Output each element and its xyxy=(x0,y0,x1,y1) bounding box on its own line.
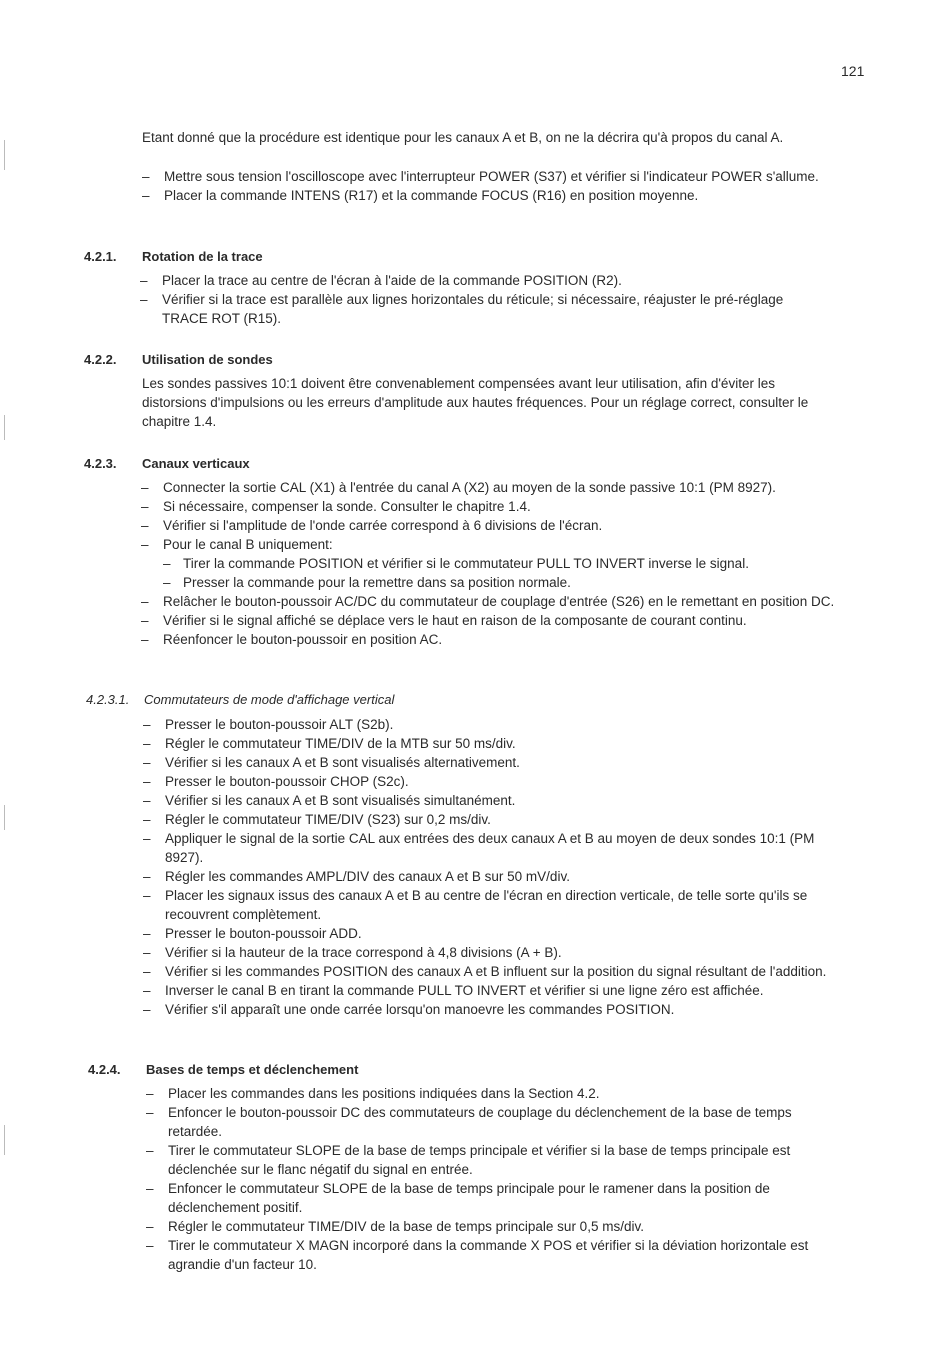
section-number: 4.2.3. xyxy=(84,456,117,471)
list-item: – Mettre sous tension l'oscilloscope avec l'interrupteur POWER (S37) et vérifier si l'indicateur POWER s'allume. xyxy=(142,167,822,186)
intro-paragraph: Etant donné que la procédure est identique pour les canaux A et B, on ne la décrira qu'à propos du canal A. xyxy=(142,130,784,145)
list-item: – Régler le commutateur TIME/DIV de la MTB sur 50 ms/div. xyxy=(143,734,848,753)
list-item-text: Pour le canal B uniquement: xyxy=(163,537,333,552)
list-item: – Réenfoncer le bouton-poussoir en position AC. xyxy=(141,630,836,649)
sub-list-item: – Presser la commande pour la remettre dans sa position normale. xyxy=(163,573,836,592)
list-item: – Vérifier si les commandes POSITION des canaux A et B influent sur la position du signal résultant de l'addition. xyxy=(143,962,848,981)
section-title: Commutateurs de mode d'affichage vertical xyxy=(144,692,395,707)
section-heading-4-2-4 xyxy=(88,1060,358,1079)
list-item: – Placer la trace au centre de l'écran à l'aide de la commande POSITION (R2). xyxy=(140,271,825,290)
list-item: – Presser le bouton-poussoir CHOP (S2c). xyxy=(143,772,848,791)
page-number: 121 xyxy=(841,63,865,79)
list-item: – Vérifier si la hauteur de la trace correspond à 4,8 divisions (A + B). xyxy=(143,943,848,962)
section-4-2-4-list xyxy=(146,1084,841,1274)
margin-mark xyxy=(4,805,8,830)
section-4-2-2-text xyxy=(142,374,842,431)
list-item: – Presser le bouton-poussoir ALT (S2b). xyxy=(143,715,848,734)
list-item: – Placer la commande INTENS (R17) et la commande FOCUS (R16) en position moyenne. xyxy=(142,186,822,205)
list-item: – Si nécessaire, compenser la sonde. Consulter le chapitre 1.4. xyxy=(141,497,836,516)
section-heading-4-2-1 xyxy=(84,247,263,266)
list-item: – Connecter la sortie CAL (X1) à l'entrée du canal A (X2) au moyen de la sonde passive 10:1 (PM 8927). xyxy=(141,478,836,497)
sub-list-item: – Tirer la commande POSITION et vérifier si le commutateur PULL TO INVERT inverse le signal. xyxy=(163,554,836,573)
paragraph: Les sondes passives 10:1 doivent être convenablement compensées avant leur utilisation, afin d'éviter les distorsions d'impulsions ou les erreurs d'amplitude aux hautes fréquences. Pour un réglage correct, consulter le chapitre 1.4. xyxy=(142,376,809,429)
list-item: – Régler le commutateur TIME/DIV (S23) sur 0,2 ms/div. xyxy=(143,810,848,829)
section-4-2-3-1-list xyxy=(143,715,848,1019)
section-title: Utilisation de sondes xyxy=(142,352,273,367)
list-item: – Enfoncer le bouton-poussoir DC des commutateurs de couplage du déclenchement de la base de temps retardée. xyxy=(146,1103,841,1141)
list-item: – Vérifier si le signal affiché se déplace vers le haut en raison de la composante de courant continu. xyxy=(141,611,836,630)
list-item: – Vérifier si la trace est parallèle aux lignes horizontales du réticule; si nécessaire, réajuster le pré-réglage TRACE ROT (R15). xyxy=(140,290,825,328)
list-item: – Tirer le commutateur SLOPE de la base de temps principale et vérifier si la base de temps principale est déclenchée sur le flanc négatif du signal en entrée. xyxy=(146,1141,841,1179)
general-steps xyxy=(142,167,822,205)
list-item: – Régler le commutateur TIME/DIV de la base de temps principale sur 0,5 ms/div. xyxy=(146,1217,841,1236)
list-item: – Enfoncer le commutateur SLOPE de la base de temps principale pour le ramener dans la position de déclenchement positif. xyxy=(146,1179,841,1217)
section-title: Bases de temps et déclenchement xyxy=(146,1062,359,1077)
margin-mark xyxy=(4,415,8,440)
section-heading-4-2-3-1 xyxy=(86,690,394,709)
list-item: – Relâcher le bouton-poussoir AC/DC du commutateur de couplage d'entrée (S26) en le remettant en position DC. xyxy=(141,592,836,611)
list-item: – Placer les commandes dans les positions indiquées dans la Section 4.2. xyxy=(146,1084,841,1103)
section-title: Canaux verticaux xyxy=(142,456,250,471)
section-4-2-1-list xyxy=(140,271,825,328)
section-title: Rotation de la trace xyxy=(142,249,263,264)
list-item: – Vérifier si les canaux A et B sont visualisés alternativement. xyxy=(143,753,848,772)
list-item: – Vérifier si l'amplitude de l'onde carrée correspond à 6 divisions de l'écran. xyxy=(141,516,836,535)
list-item: – Vérifier s'il apparaît une onde carrée lorsqu'on manoevre les commandes POSITION. xyxy=(143,1000,848,1019)
margin-mark xyxy=(4,1125,8,1155)
list-item: – Régler les commandes AMPL/DIV des canaux A et B sur 50 mV/div. xyxy=(143,867,848,886)
list-item: – Inverser le canal B en tirant la commande PULL TO INVERT et vérifier si une ligne zéro est affichée. xyxy=(143,981,848,1000)
section-4-2-3-list xyxy=(141,478,836,649)
list-item: – Vérifier si les canaux A et B sont visualisés simultanément. xyxy=(143,791,848,810)
list-item xyxy=(141,535,836,592)
list-item: – Tirer le commutateur X MAGN incorporé dans la commande X POS et vérifier si la déviation horizontale est agrandie d'un facteur 10. xyxy=(146,1236,841,1274)
section-heading-4-2-2 xyxy=(84,350,273,369)
section-number: 4.2.1. xyxy=(84,249,117,264)
margin-mark xyxy=(4,140,8,170)
list-item: – Appliquer le signal de la sortie CAL aux entrées des deux canaux A et B au moyen de deux sondes 10:1 (PM 8927). xyxy=(143,829,848,867)
section-number: 4.2.3.1. xyxy=(86,692,130,707)
section-number: 4.2.4. xyxy=(88,1062,121,1077)
section-heading-4-2-3 xyxy=(84,454,250,473)
list-item: – Placer les signaux issus des canaux A et B au centre de l'écran en direction verticale, de telle sorte qu'ils se recouvrent complètement. xyxy=(143,886,848,924)
section-number: 4.2.2. xyxy=(84,352,117,367)
list-item: – Presser le bouton-poussoir ADD. xyxy=(143,924,848,943)
